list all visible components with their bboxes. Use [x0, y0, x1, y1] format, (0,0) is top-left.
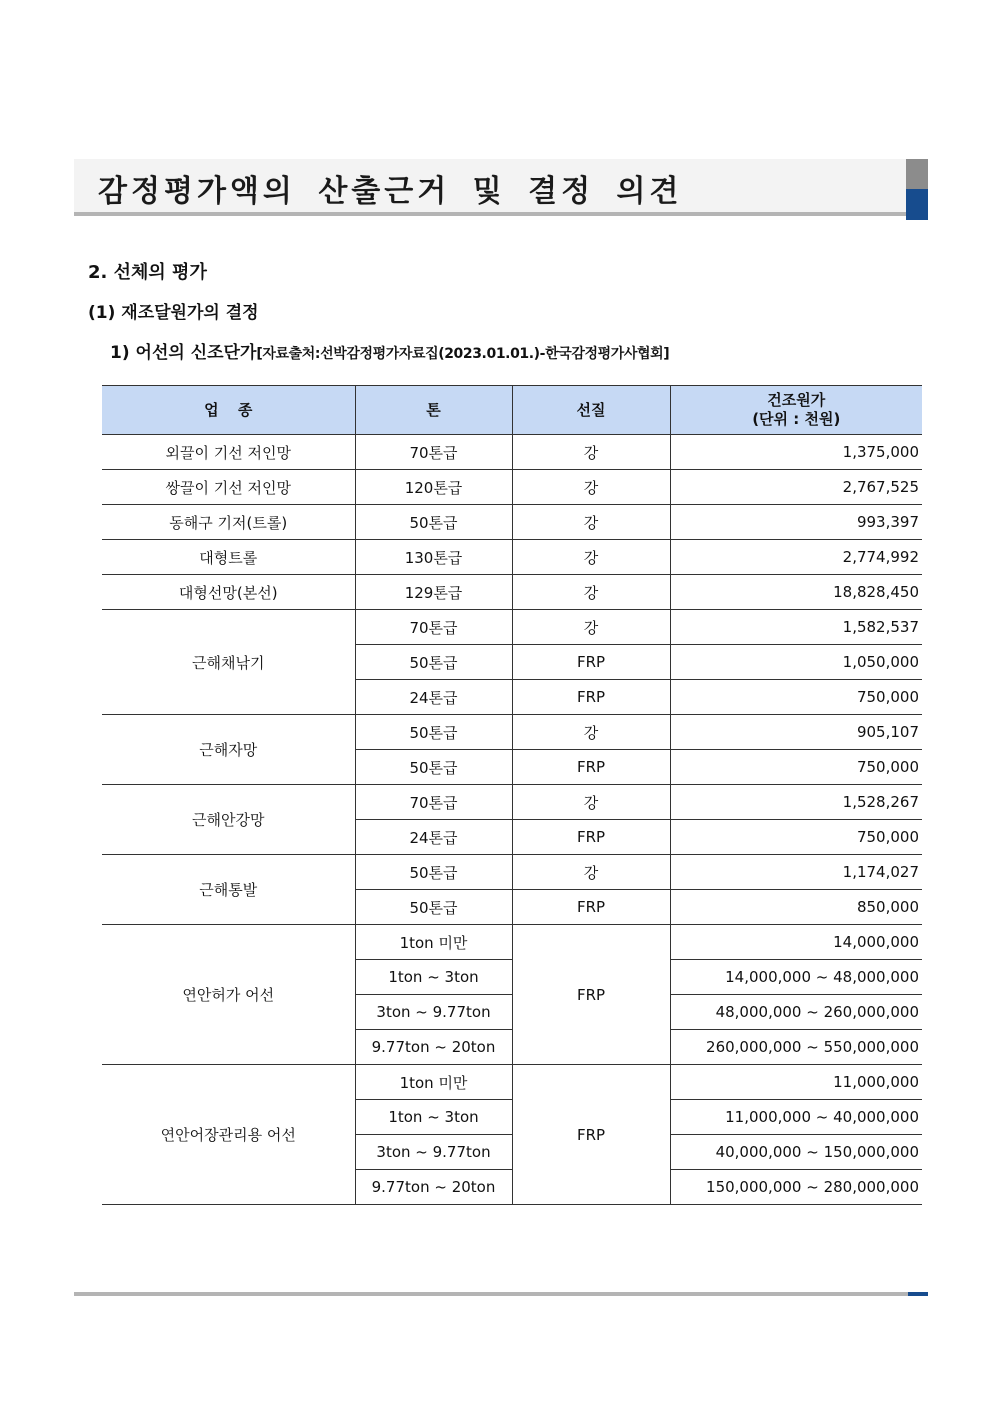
cell-type: 근해통발	[102, 855, 355, 925]
cell-cost: 993,397	[670, 505, 922, 540]
cell-cost: 14,000,000 ~ 48,000,000	[670, 960, 922, 995]
cell-material: FRP	[512, 750, 670, 785]
cell-material: FRP	[512, 925, 670, 1065]
table-row	[102, 1065, 922, 1100]
cell-ton: 50톤급	[355, 890, 512, 925]
cell-type: 근해안강망	[102, 785, 355, 855]
table-row	[102, 785, 922, 820]
cell-cost: 1,050,000	[670, 645, 922, 680]
cell-cost: 905,107	[670, 715, 922, 750]
cell-type: 연안허가 어선	[102, 925, 355, 1065]
cell-cost: 150,000,000 ~ 280,000,000	[670, 1170, 922, 1205]
cell-material: 강	[512, 715, 670, 750]
header-cost: 건조원가 (단위 : 천원)	[670, 386, 922, 435]
cell-cost: 14,000,000	[670, 925, 922, 960]
cell-ton: 9.77ton ~ 20ton	[355, 1030, 512, 1065]
cell-material: 강	[512, 505, 670, 540]
table-row	[102, 855, 922, 890]
cell-type: 외끌이 기선 저인망	[102, 435, 355, 470]
cell-ton: 3ton ~ 9.77ton	[355, 1135, 512, 1170]
unit-cost-table	[102, 385, 922, 1205]
cell-type: 대형선망(본선)	[102, 575, 355, 610]
subsection-heading: (1) 재조달원가의 결정	[88, 303, 259, 323]
page-title-band	[74, 159, 906, 216]
table-row	[102, 470, 922, 505]
item-heading	[110, 338, 669, 363]
cell-cost: 11,000,000 ~ 40,000,000	[670, 1100, 922, 1135]
cell-material: FRP	[512, 890, 670, 925]
cell-material: FRP	[512, 1065, 670, 1205]
cell-type: 연안어장관리용 어선	[102, 1065, 355, 1205]
cell-material: FRP	[512, 680, 670, 715]
cell-ton: 50톤급	[355, 715, 512, 750]
cell-ton: 50톤급	[355, 645, 512, 680]
table-row	[102, 435, 922, 470]
title-accent-blue	[906, 189, 928, 220]
cell-ton: 9.77ton ~ 20ton	[355, 1170, 512, 1205]
cell-ton: 1ton ~ 3ton	[355, 960, 512, 995]
cell-material: FRP	[512, 645, 670, 680]
table-row	[102, 715, 922, 750]
title-accent-gray	[906, 159, 928, 189]
cell-ton: 70톤급	[355, 435, 512, 470]
cell-ton: 3ton ~ 9.77ton	[355, 995, 512, 1030]
table-row	[102, 610, 922, 645]
section-heading: 2. 선체의 평가	[88, 262, 207, 283]
cell-ton: 50톤급	[355, 855, 512, 890]
cell-cost: 850,000	[670, 890, 922, 925]
cell-cost: 1,174,027	[670, 855, 922, 890]
cell-cost: 48,000,000 ~ 260,000,000	[670, 995, 922, 1030]
cell-cost: 18,828,450	[670, 575, 922, 610]
cell-material: 강	[512, 435, 670, 470]
cell-ton: 1ton 미만	[355, 1065, 512, 1100]
source-note: [자료출처:선박감정평가자료집(2023.01.01.)-한국감정평가사협회]	[256, 346, 670, 362]
header-type: 업 종	[102, 386, 355, 435]
footer-accent	[908, 1292, 928, 1296]
cell-type: 동해구 기저(트롤)	[102, 505, 355, 540]
cell-type: 근해채낚기	[102, 610, 355, 715]
cell-cost: 11,000,000	[670, 1065, 922, 1100]
table-header-row	[102, 386, 922, 435]
cell-material: 강	[512, 575, 670, 610]
cell-cost: 1,528,267	[670, 785, 922, 820]
cell-cost: 2,767,525	[670, 470, 922, 505]
cell-type: 대형트롤	[102, 540, 355, 575]
cell-material: 강	[512, 470, 670, 505]
cell-cost: 1,375,000	[670, 435, 922, 470]
cell-material: 강	[512, 785, 670, 820]
cell-ton: 129톤급	[355, 575, 512, 610]
cell-cost: 750,000	[670, 820, 922, 855]
cell-cost: 1,582,537	[670, 610, 922, 645]
cell-cost: 750,000	[670, 680, 922, 715]
cell-ton: 130톤급	[355, 540, 512, 575]
header-ton: 톤	[355, 386, 512, 435]
footer-rule	[74, 1292, 908, 1296]
table-row	[102, 540, 922, 575]
cell-ton: 24톤급	[355, 820, 512, 855]
cell-material: 강	[512, 610, 670, 645]
cell-cost: 750,000	[670, 750, 922, 785]
table-row	[102, 505, 922, 540]
cell-type: 근해자망	[102, 715, 355, 785]
cell-material: 강	[512, 855, 670, 890]
cell-ton: 50톤급	[355, 750, 512, 785]
cell-ton: 24톤급	[355, 680, 512, 715]
item-label: 1) 어선의 신조단가	[110, 343, 257, 363]
header-material: 선질	[512, 386, 670, 435]
cell-type: 쌍끌이 기선 저인망	[102, 470, 355, 505]
cell-material: FRP	[512, 820, 670, 855]
cell-cost: 40,000,000 ~ 150,000,000	[670, 1135, 922, 1170]
page-title: 감정평가액의 산출근거 및 결정 의견	[98, 174, 683, 209]
cell-cost: 260,000,000 ~ 550,000,000	[670, 1030, 922, 1065]
cell-ton: 50톤급	[355, 505, 512, 540]
table-row	[102, 925, 922, 960]
cell-ton: 120톤급	[355, 470, 512, 505]
cell-ton: 1ton 미만	[355, 925, 512, 960]
cell-material: 강	[512, 540, 670, 575]
cell-cost: 2,774,992	[670, 540, 922, 575]
cell-ton: 70톤급	[355, 610, 512, 645]
cell-ton: 70톤급	[355, 785, 512, 820]
cell-ton: 1ton ~ 3ton	[355, 1100, 512, 1135]
table-row	[102, 575, 922, 610]
